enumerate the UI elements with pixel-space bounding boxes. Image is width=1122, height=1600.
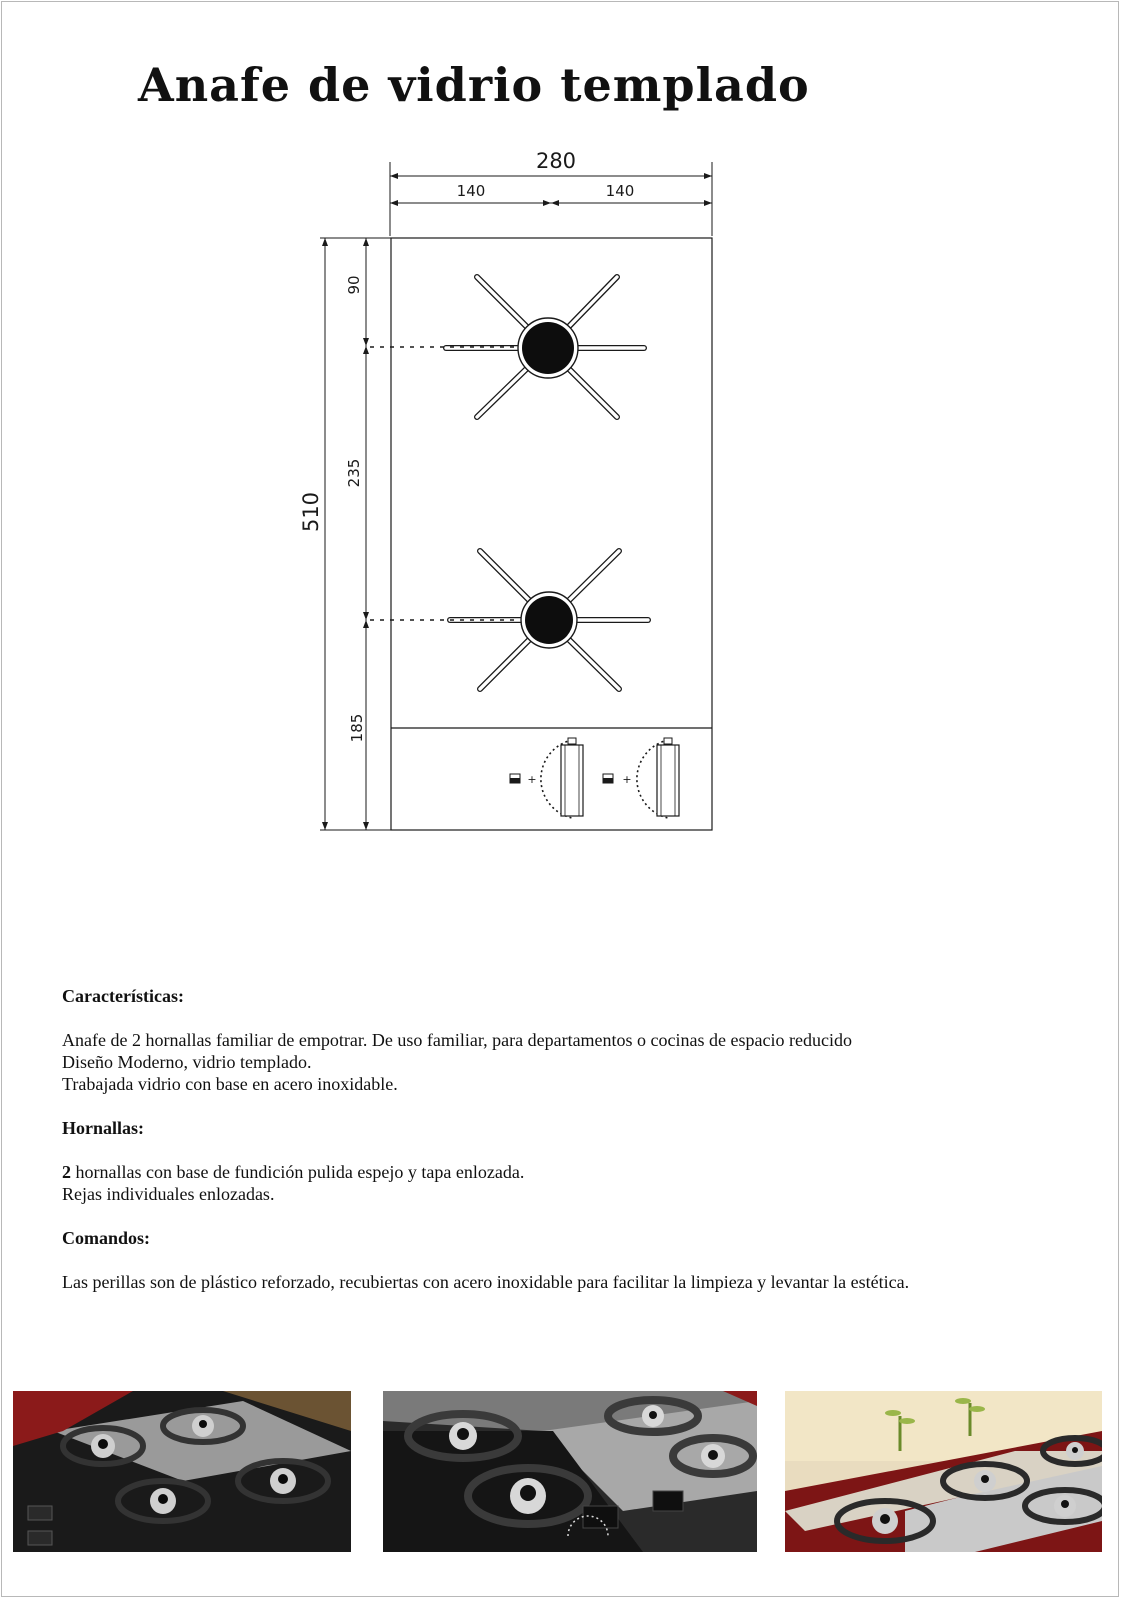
page-title: Anafe de vidrio templado — [138, 58, 810, 112]
product-photo-3 — [785, 1391, 1102, 1552]
dim-total-width: 280 — [535, 149, 577, 173]
hornallas-count: 2 — [62, 1162, 71, 1182]
specs-section — [62, 985, 1062, 1293]
knob-right-plus: + — [622, 773, 632, 786]
dim-top-offset: 90 — [345, 275, 363, 295]
caracteristicas-heading: Características: — [62, 986, 184, 1006]
caracteristicas-line-3: Trabajada vidrio con base en acero inoxidable. — [62, 1074, 398, 1094]
caracteristicas-line-2: Diseño Moderno, vidrio templado. — [62, 1052, 312, 1072]
caracteristicas-line-1: Anafe de 2 hornallas familiar de empotrar. De uso familiar, para departamentos o cocinas de espacio reducido — [62, 1030, 852, 1050]
dim-half-left: 140 — [456, 182, 486, 200]
hornallas-heading: Hornallas: — [62, 1118, 145, 1138]
hornallas-line-1-text: hornallas con base de fundición pulida espejo y tapa enlozada. — [71, 1162, 525, 1182]
dim-bottom-panel: 185 — [348, 713, 366, 743]
dim-total-height: 510 — [299, 491, 323, 533]
burner-top — [446, 277, 644, 417]
dim-half-right: 140 — [605, 182, 635, 200]
burner-bottom — [450, 551, 648, 689]
comandos-heading: Comandos: — [62, 1228, 151, 1248]
dim-burner-spacing: 235 — [345, 458, 363, 488]
product-photo-1 — [13, 1391, 351, 1552]
product-photo-2 — [383, 1391, 757, 1552]
comandos-line: Las perillas son de plástico reforzado, recubiertas con acero inoxidable para facilitar la limpieza y levantar la estética. — [62, 1272, 910, 1292]
hornallas-line-1 — [62, 1161, 1062, 1183]
hornallas-line-2: Rejas individuales enlozadas. — [62, 1184, 275, 1204]
knob-left-plus: + — [527, 773, 537, 786]
knob-right — [603, 738, 679, 818]
knob-left — [510, 738, 583, 818]
